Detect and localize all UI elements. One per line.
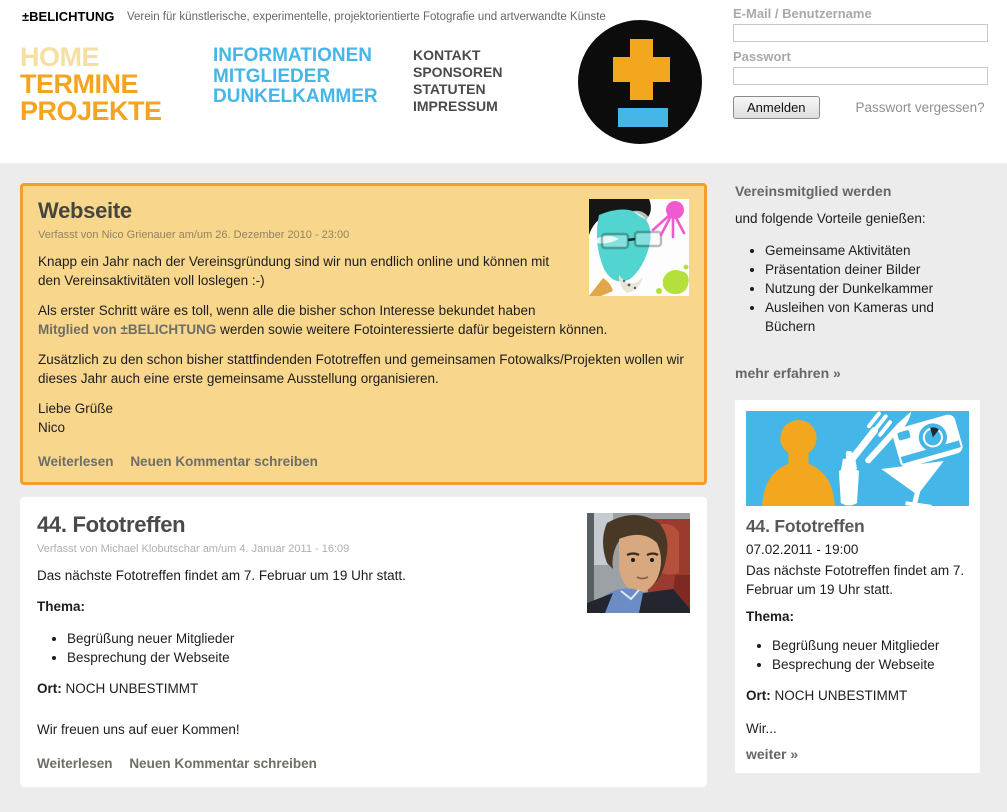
paragraph-text: werden sowie weitere Fotointeressierte dafür begeistern können. <box>216 321 608 337</box>
ort-label: Ort: <box>746 688 771 703</box>
nav-tertiary <box>413 47 502 115</box>
email-label: E-Mail / Benutzername <box>733 6 872 21</box>
article-byline: Verfasst von Nico Grienauer am/um 26. Dezember 2010 - 23:00 <box>38 229 350 241</box>
membership-block <box>735 183 980 381</box>
event-teaser: Wir... <box>746 721 777 736</box>
article-title[interactable]: 44. Fototreffen <box>37 512 186 537</box>
event-card <box>735 400 980 773</box>
ort-line <box>746 688 969 703</box>
ort-value: NOCH UNBESTIMMT <box>61 681 199 696</box>
mitglied-link[interactable]: Mitglied von ±BELICHTUNG <box>38 321 217 337</box>
password-field[interactable] <box>733 67 988 85</box>
plus-minus-logo-icon[interactable] <box>576 18 704 151</box>
nav-item-impressum[interactable]: IMPRESSUM <box>413 98 498 114</box>
benefit-item: • Nutzung der Dunkelkammer <box>765 279 980 298</box>
thema-label: Thema: <box>746 609 795 624</box>
site-header <box>0 0 1007 163</box>
ort-value: NOCH UNBESTIMMT <box>770 688 908 703</box>
nav-item-projekte[interactable]: PROJEKTE <box>20 96 162 126</box>
site-tagline: Verein für künstlerische, experimentelle, projektorientierte Fotografie und artverwandte Künste <box>127 11 606 23</box>
nav-item-mitglieder[interactable]: MITGLIEDER <box>213 65 331 87</box>
topic-item: • Besprechung der Webseite <box>67 648 690 667</box>
benefit-item: • Ausleihen von Kameras und Büchern <box>765 298 980 336</box>
weiter-link[interactable]: weiter » <box>746 746 799 762</box>
login-button[interactable]: Anmelden <box>733 96 820 119</box>
article-webseite <box>20 183 707 485</box>
content-area <box>0 163 1007 812</box>
nav-item-home[interactable]: HOME <box>20 42 99 72</box>
nav-secondary <box>213 46 378 108</box>
mehr-erfahren-link[interactable]: mehr erfahren » <box>735 365 841 381</box>
ort-label: Ort: <box>37 681 62 696</box>
forgot-password-link[interactable]: Passwort vergessen? <box>855 100 985 115</box>
article-title[interactable]: Webseite <box>38 198 132 223</box>
thema-label: Thema: <box>37 598 86 614</box>
article-paragraph: Wir freuen uns auf euer Kommen! <box>37 721 240 737</box>
weiterlesen-link[interactable]: Weiterlesen <box>37 756 113 771</box>
article-links <box>37 756 690 771</box>
article-fototreffen <box>20 497 707 787</box>
signoff-line: Liebe Grüße <box>38 401 114 416</box>
nav-item-dunkelkammer[interactable]: DUNKELKAMMER <box>213 86 378 107</box>
article-signoff <box>38 400 689 437</box>
sidebar <box>735 183 980 773</box>
nav-item-kontakt[interactable]: KONTAKT <box>413 47 481 63</box>
article-paragraph <box>38 302 689 339</box>
event-intro: Das nächste Fototreffen findet am 7. Februar um 19 Uhr statt. <box>746 563 965 597</box>
login-form <box>733 6 988 119</box>
nav-item-statuten[interactable]: STATUTEN <box>413 81 486 97</box>
article-paragraph: Das nächste Fototreffen findet am 7. Februar um 19 Uhr statt. <box>37 568 406 583</box>
ort-line <box>37 680 690 699</box>
nav-item-sponsoren[interactable]: SPONSOREN <box>413 64 503 80</box>
nav-item-termine[interactable]: TERMINE <box>20 69 138 99</box>
author-avatar-portrait <box>587 513 690 616</box>
topic-item: • Besprechung der Webseite <box>772 655 969 674</box>
login-actions <box>733 96 988 119</box>
kommentar-link[interactable]: Neuen Kommentar schreiben <box>129 756 317 771</box>
benefit-item: • Präsentation deiner Bilder <box>765 260 980 279</box>
benefits-list <box>735 241 980 336</box>
main-column <box>20 183 707 787</box>
nav-item-informationen[interactable]: INFORMATIONEN <box>213 45 373 66</box>
event-illustration-icon <box>746 411 969 506</box>
brand-logo-text[interactable]: ±BELICHTUNG <box>22 9 115 24</box>
membership-intro: und folgende Vorteile genießen: <box>735 211 926 226</box>
topic-item: • Begrüßung neuer Mitglieder <box>67 629 690 648</box>
event-topics-list <box>746 636 969 674</box>
signoff-line: Nico <box>38 419 66 435</box>
topics-list <box>37 629 690 667</box>
article-paragraph: Knapp ein Jahr nach der Vereinsgründung sind wir nun endlich online und können mit den Vereinsaktivitäten voll loslegen :-) <box>38 254 550 288</box>
email-field[interactable] <box>733 24 988 42</box>
weiterlesen-link[interactable]: Weiterlesen <box>38 454 114 469</box>
author-avatar-painted-face <box>589 199 689 299</box>
benefit-item: • Gemeinsame Aktivitäten <box>765 241 980 260</box>
kommentar-link[interactable]: Neuen Kommentar schreiben <box>130 454 318 469</box>
nav-primary <box>20 44 162 125</box>
article-byline: Verfasst von Michael Klobutschar am/um 4. Januar 2011 - 16:09 <box>37 543 350 555</box>
article-links <box>38 454 689 469</box>
paragraph-text: Als erster Schritt wäre es toll, wenn alle die bisher schon Interesse bekundet haben <box>38 303 536 318</box>
article-paragraph: Zusätzlich zu den schon bisher stattfindenden Fototreffen und gemeinsamen Fotowalks/Projekten wollen wir dieses Jahr auch eine erste gemeinsame Ausstellung organisieren. <box>38 352 684 386</box>
vereinsmitglied-link[interactable]: Vereinsmitglied werden <box>735 183 892 199</box>
event-datetime: 07.02.2011 - 19:00 <box>746 542 859 557</box>
event-title[interactable]: 44. Fototreffen <box>746 516 865 536</box>
password-label: Passwort <box>733 49 791 64</box>
topic-item: • Begrüßung neuer Mitglieder <box>772 636 969 655</box>
